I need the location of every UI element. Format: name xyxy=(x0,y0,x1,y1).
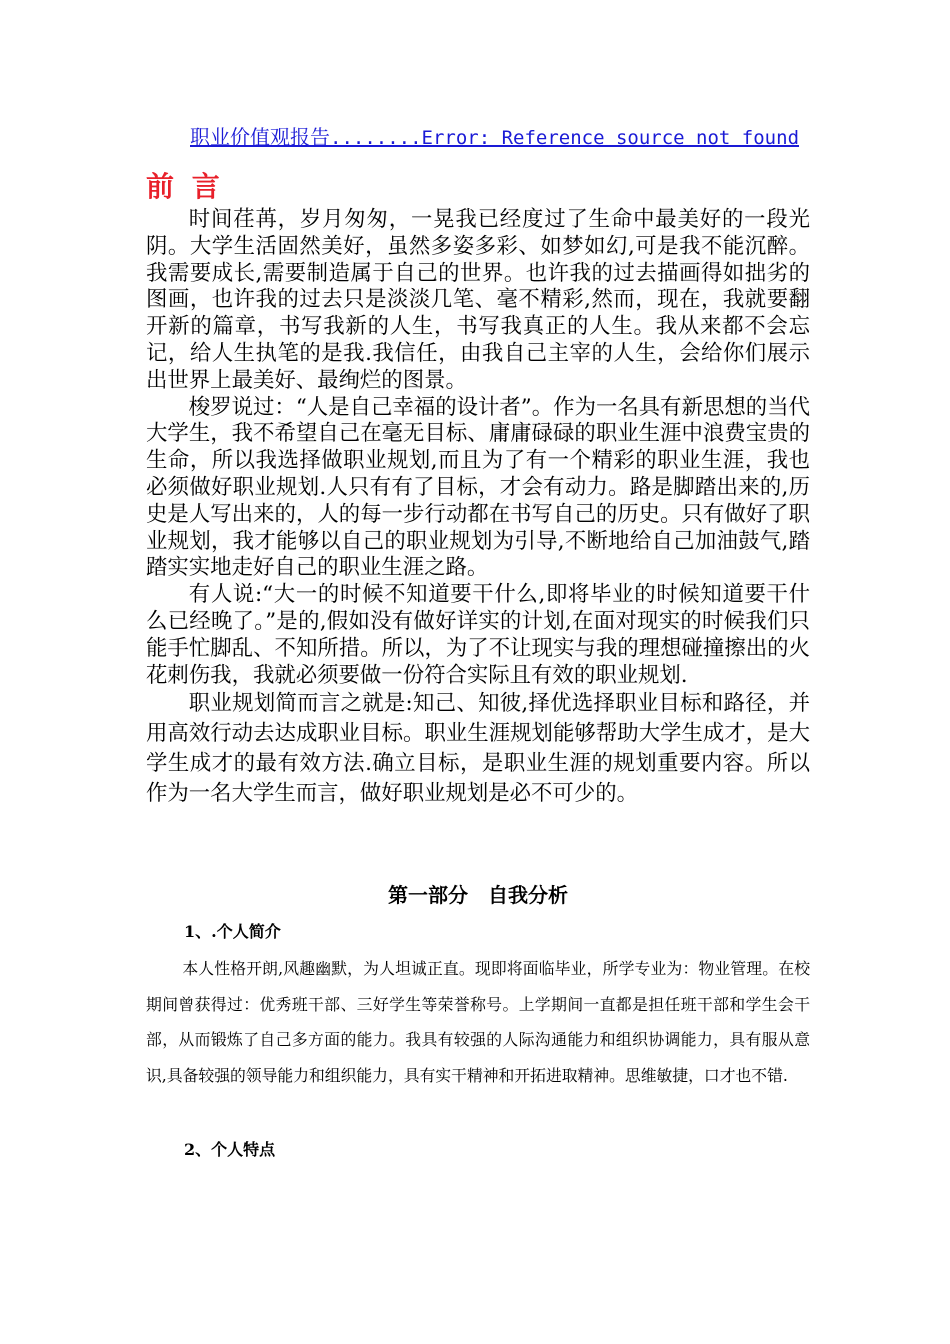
personal-intro-text: 本人性格开朗,风趣幽默，为人坦诚正直。现即将面临毕业，所学专业为：物业管理。在校期间曾获得过：优秀班干部、三好学生等荣誉称号。上学期间一直都是担任班干部和学生会干部，从而锻炼了自己多方面的能力。我具有较强的人际沟通能力和组织协调能力，具有服从意识,具备较强的领导能力和组织能力，具有实干精神和开拓进取精神。思维敏捷，口才也不错. xyxy=(146,959,810,1085)
preface-paragraph-3: 有人说:“大一的时候不知道要干什么,即将毕业的时候知道要干什么已经晚了。”是的,假如没有做好详实的计划,在面对现实的时候我们只能手忙脚乱、不知所措。所以，为了不让现实与我的理想碰撞擦出的火花刺伤我，我就必须要做一份符合实际且有效的职业规划. xyxy=(146,582,810,688)
preface-title: 前 言 xyxy=(146,170,224,203)
preface-body xyxy=(146,207,810,809)
toc-entry-title: 职业价值观报告 xyxy=(190,125,330,149)
toc-entry[interactable] xyxy=(190,124,810,151)
preface-paragraph-4: 职业规划简而言之就是:知己、知彼,择优选择职业目标和路径，并用高效行动去达成职业目标。职业生涯规划能够帮助大学生成才，是大学生成才的最有效方法.确立目标，是职业生涯的规划重要内容。所以作为一名大学生而言，做好职业规划是必不可少的。 xyxy=(146,691,810,807)
toc-leader: ........ xyxy=(330,127,422,149)
toc-error-text: Error: Reference source not found xyxy=(421,127,800,149)
section-heading-personal-traits: 2、个人特点 xyxy=(184,1140,276,1159)
toc-link[interactable] xyxy=(190,125,799,149)
preface-paragraph-2: 梭罗说过：“人是自己幸福的设计者”。作为一名具有新思想的当代大学生，我不希望自己在毫无目标、庸庸碌碌的职业生涯中浪费宝贵的生命，所以我选择做职业规划,而且为了有一个精彩的职业生涯，我也必须做好职业规划.人只有有了目标，才会有动力。路是脚踏出来的,历史是人写出来的，人的每一步行动都在书写自己的历史。只有做好了职业规划，我才能够以自己的职业规划为引导,不断地给自己加油鼓气,踏踏实实地走好自己的职业生涯之路。 xyxy=(146,394,810,581)
part-one-title: 第一部分 自我分析 xyxy=(388,883,568,907)
preface-paragraph-1: 时间荏苒，岁月匆匆，一晃我已经度过了生命中最美好的一段光阴。大学生活固然美好，虽然多姿多彩、如梦如幻,可是我不能沉醉。我需要成长,需要制造属于自己的世界。也许我的过去描画得如拙劣的图画，也许我的过去只是淡淡几笔、毫不精彩,然而，现在，我就要翻开新的篇章，书写我新的人生，书写我真正的人生。我从来都不会忘记，给人生执笔的是我.我信任，由我自己主宰的人生，会给你们展示出世界上最美好、最绚烂的图景。 xyxy=(146,207,810,393)
section-heading-personal-intro: 1、.个人简介 xyxy=(184,922,281,941)
